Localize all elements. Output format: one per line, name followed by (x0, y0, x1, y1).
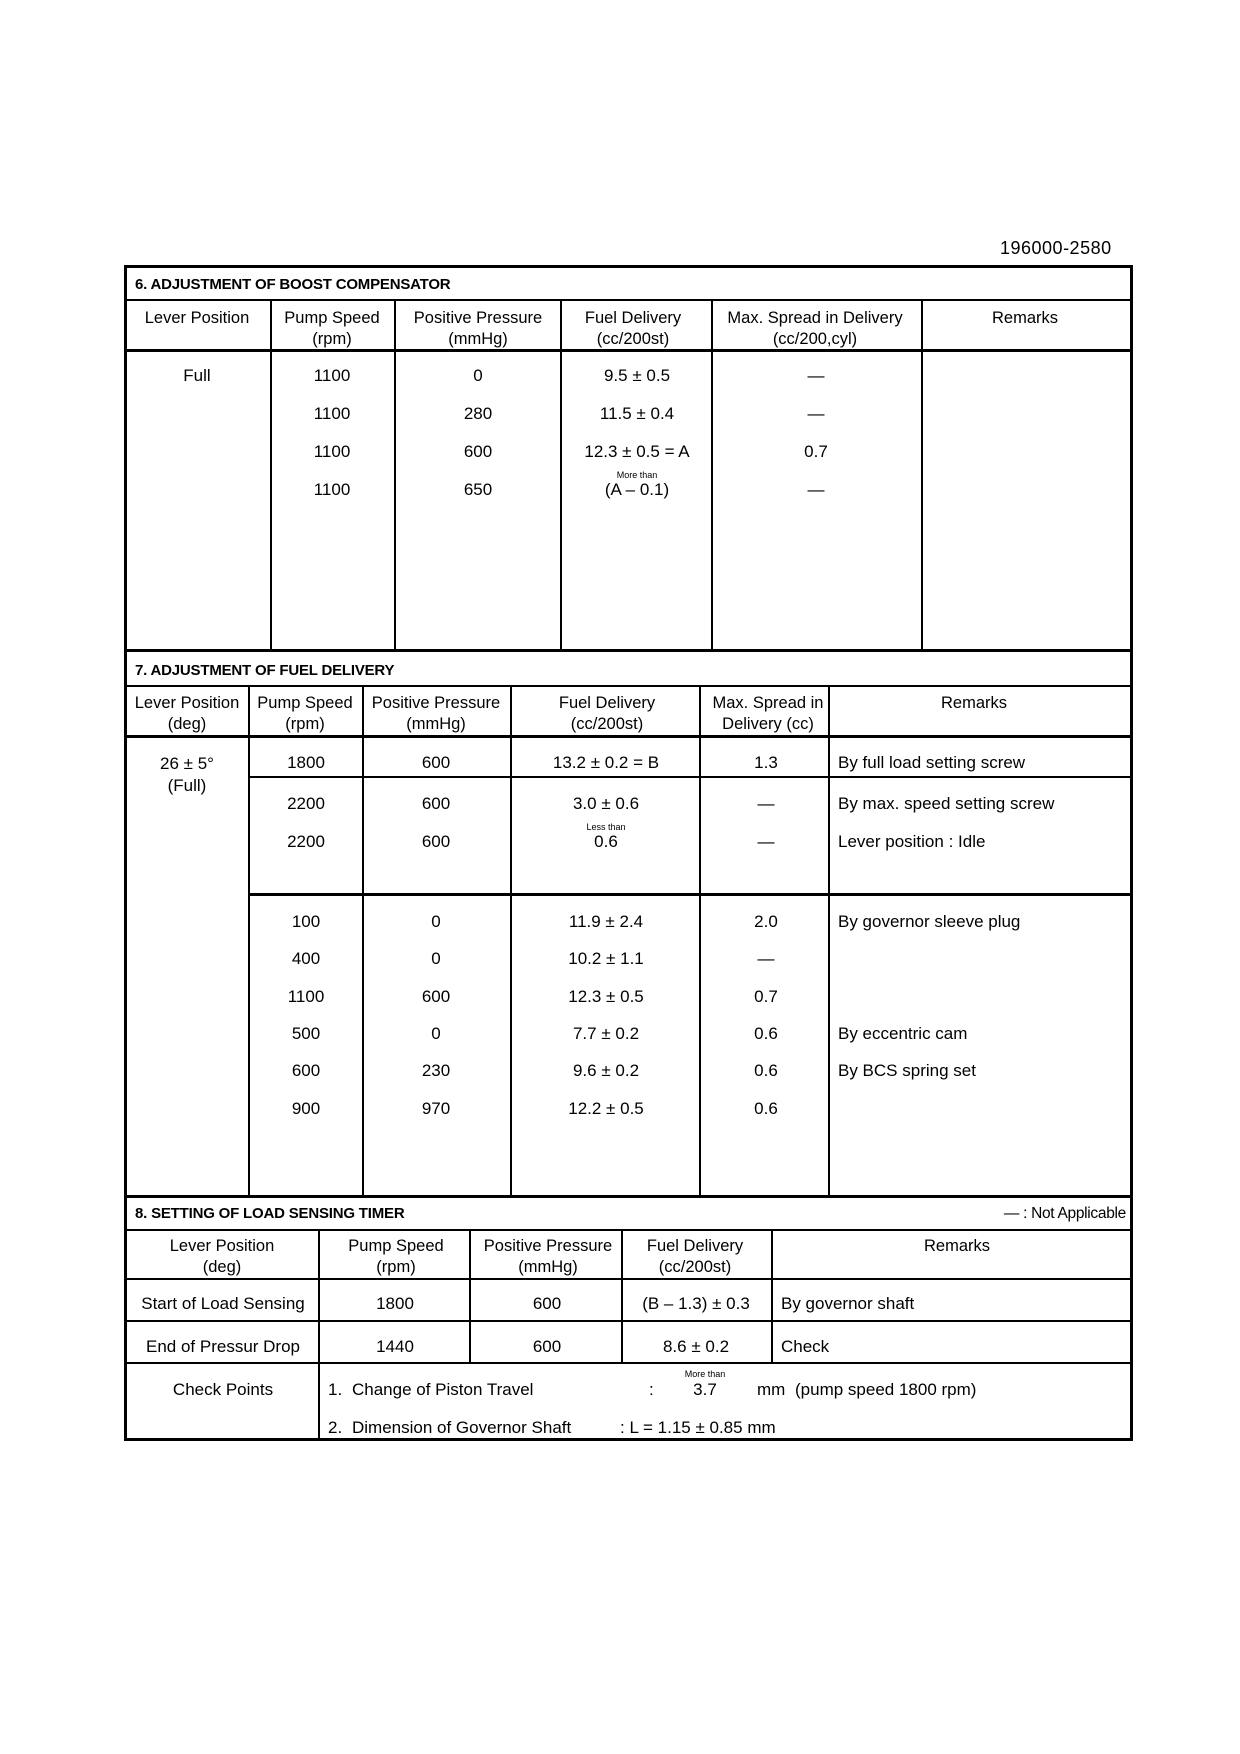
check-item-note: More than (684, 1369, 726, 1379)
table-cell: 1100 (287, 987, 325, 1006)
delivery-note: Less than (586, 822, 626, 832)
table-cell: 9.6 ± 0.2 (572, 1061, 640, 1080)
divider (127, 735, 1130, 738)
delivery-note: More than (616, 470, 658, 480)
s7-header-remarks: Remarks (940, 694, 1008, 712)
s6-header-speed: Pump Speed (rpm) (284, 309, 380, 348)
table-cell: 1100 (313, 442, 351, 461)
check-item-value: 3.7 (693, 1380, 717, 1399)
table-cell: 1440 (376, 1337, 414, 1356)
s8-header-speed: Pump Speed (rpm) (348, 1237, 444, 1276)
divider (127, 1362, 1130, 1364)
check-item-text: Change of Piston Travel (352, 1380, 534, 1399)
section6-title: 6. ADJUSTMENT OF BOOST COMPENSATOR (135, 276, 451, 293)
s8-header-pressure: Positive Pressure (mmHg) (483, 1237, 613, 1276)
table-cell: 600 (421, 794, 451, 813)
s6-header-pressure: Positive Pressure (mmHg) (413, 309, 543, 348)
s7-header-lever: Lever Position (deg) (134, 694, 240, 733)
table-cell: 500 (291, 1024, 321, 1043)
check-item-text: Dimension of Governor Shaft (352, 1418, 572, 1437)
table-cell: By eccentric cam (838, 1024, 968, 1043)
table-cell: 0.7 (754, 987, 778, 1006)
column-divider (248, 685, 250, 1195)
table-cell: 13.2 ± 0.2 = B (552, 753, 660, 772)
s6-header-remarks: Remarks (991, 309, 1059, 327)
check-item-number: 2. (328, 1418, 343, 1437)
table-cell: 2200 (287, 794, 325, 813)
s7-header-speed: Pump Speed (rpm) (257, 694, 353, 733)
check-item-colon: : (649, 1380, 654, 1399)
column-divider (621, 1229, 623, 1362)
table-cell: 9.5 ± 0.5 (603, 366, 671, 385)
table-cell: By BCS spring set (838, 1061, 976, 1080)
document-number: 196000-2580 (1000, 238, 1112, 258)
table-cell: 10.2 ± 1.1 (568, 949, 644, 968)
table-cell: 600 (463, 442, 493, 461)
column-divider (921, 299, 923, 649)
table-cell: End of Pressur Drop (145, 1337, 301, 1356)
column-divider (699, 685, 701, 1195)
table-cell: 0.6 (754, 1099, 778, 1118)
table-cell: 2.0 (754, 912, 778, 931)
column-divider (362, 685, 364, 1195)
table-cell: 3.0 ± 0.6 (572, 794, 640, 813)
divider (248, 893, 1130, 896)
column-divider (394, 299, 396, 649)
table-cell: By full load setting screw (838, 753, 1026, 772)
column-divider (318, 1229, 320, 1441)
table-cell: 0 (431, 1024, 441, 1043)
table-cell: 7.7 ± 0.2 (572, 1024, 640, 1043)
table-cell: 0.6 (594, 832, 618, 851)
s6-lever-value: Full (183, 366, 211, 385)
s6-header-spread: Max. Spread in Delivery (cc/200,cyl) (727, 309, 903, 348)
table-cell: 600 (421, 753, 451, 772)
specification-sheet (124, 265, 1133, 1441)
table-cell: — (807, 480, 825, 499)
column-divider (469, 1229, 471, 1362)
table-cell: 12.2 ± 0.5 (568, 1099, 644, 1118)
table-cell: Lever position : Idle (838, 832, 986, 851)
check-item-number: 1. (328, 1380, 343, 1399)
table-cell: By max. speed setting screw (838, 794, 1055, 813)
s6-header-delivery: Fuel Delivery (cc/200st) (584, 309, 682, 348)
column-divider (560, 299, 562, 649)
table-cell: 1800 (287, 753, 325, 772)
divider (127, 1195, 1130, 1198)
divider (127, 685, 1130, 687)
divider (127, 1278, 1130, 1280)
table-cell: 600 (291, 1061, 321, 1080)
table-cell: — (757, 832, 775, 851)
table-cell: 0 (473, 366, 483, 385)
divider (127, 649, 1130, 652)
section7-title: 7. ADJUSTMENT OF FUEL DELIVERY (135, 662, 395, 679)
s6-header-lever: Lever Position (144, 309, 250, 327)
table-cell: 1.3 (754, 753, 778, 772)
table-cell: 1100 (313, 366, 351, 385)
table-cell: 0.6 (754, 1061, 778, 1080)
table-cell: 600 (421, 987, 451, 1006)
table-cell: By governor sleeve plug (838, 912, 1021, 931)
check-item-extra: (pump speed 1800 rpm) (795, 1380, 977, 1399)
column-divider (510, 685, 512, 1195)
column-divider (711, 299, 713, 649)
s7-lever-value: 26 ± 5° (Full) (160, 754, 214, 795)
check-item-value: : L = 1.15 ± 0.85 mm (620, 1418, 776, 1437)
divider (127, 299, 1130, 301)
divider (127, 1320, 1130, 1322)
column-divider (828, 685, 830, 1195)
section8-title: 8. SETTING OF LOAD SENSING TIMER (135, 1205, 405, 1222)
divider (127, 349, 1130, 352)
table-cell: 0.7 (804, 442, 828, 461)
s8-header-lever: Lever Position (deg) (169, 1237, 275, 1276)
table-cell: 280 (463, 404, 493, 423)
table-cell: 1800 (376, 1294, 414, 1313)
s7-header-pressure: Positive Pressure (mmHg) (371, 694, 501, 733)
table-cell: 900 (291, 1099, 321, 1118)
check-points-label: Check Points (172, 1380, 274, 1399)
table-cell: 600 (421, 832, 451, 851)
table-cell: 1100 (313, 404, 351, 423)
table-cell: — (757, 949, 775, 968)
divider (127, 1229, 1130, 1231)
table-cell: 2200 (287, 832, 325, 851)
column-divider (771, 1229, 773, 1362)
table-cell: 970 (421, 1099, 451, 1118)
table-cell: 230 (421, 1061, 451, 1080)
table-cell: 0.6 (754, 1024, 778, 1043)
table-cell: — (807, 366, 825, 385)
column-divider (270, 299, 272, 649)
table-cell: Start of Load Sensing (141, 1294, 305, 1313)
table-cell: 100 (291, 912, 321, 931)
table-cell: 8.6 ± 0.2 (662, 1337, 730, 1356)
table-cell: — (807, 404, 825, 423)
divider (248, 776, 1130, 778)
table-cell: By governor shaft (781, 1294, 915, 1313)
check-item-unit: mm (757, 1380, 786, 1399)
table-cell: 12.3 ± 0.5 = A (584, 442, 690, 461)
table-cell: (B – 1.3) ± 0.3 (642, 1294, 750, 1313)
table-cell: 400 (291, 949, 321, 968)
table-cell: 600 (532, 1294, 562, 1313)
s7-header-spread: Max. Spread in Delivery (cc) (712, 694, 824, 733)
table-cell: 12.3 ± 0.5 (568, 987, 644, 1006)
table-cell: Check (781, 1337, 830, 1356)
s8-header-delivery: Fuel Delivery (cc/200st) (646, 1237, 744, 1276)
s8-header-remarks: Remarks (923, 1237, 991, 1255)
table-cell: 600 (532, 1337, 562, 1356)
table-cell: — (757, 794, 775, 813)
table-cell: 0 (431, 912, 441, 931)
table-cell: 0 (431, 949, 441, 968)
table-cell: 11.9 ± 2.4 (568, 912, 644, 931)
s7-header-delivery: Fuel Delivery (cc/200st) (558, 694, 656, 733)
table-cell: 650 (463, 480, 493, 499)
table-cell: 1100 (313, 480, 351, 499)
table-cell: (A – 0.1) (604, 480, 670, 499)
table-cell: 11.5 ± 0.4 (599, 404, 675, 423)
not-applicable-legend: — : Not Applicable (1003, 1205, 1126, 1222)
